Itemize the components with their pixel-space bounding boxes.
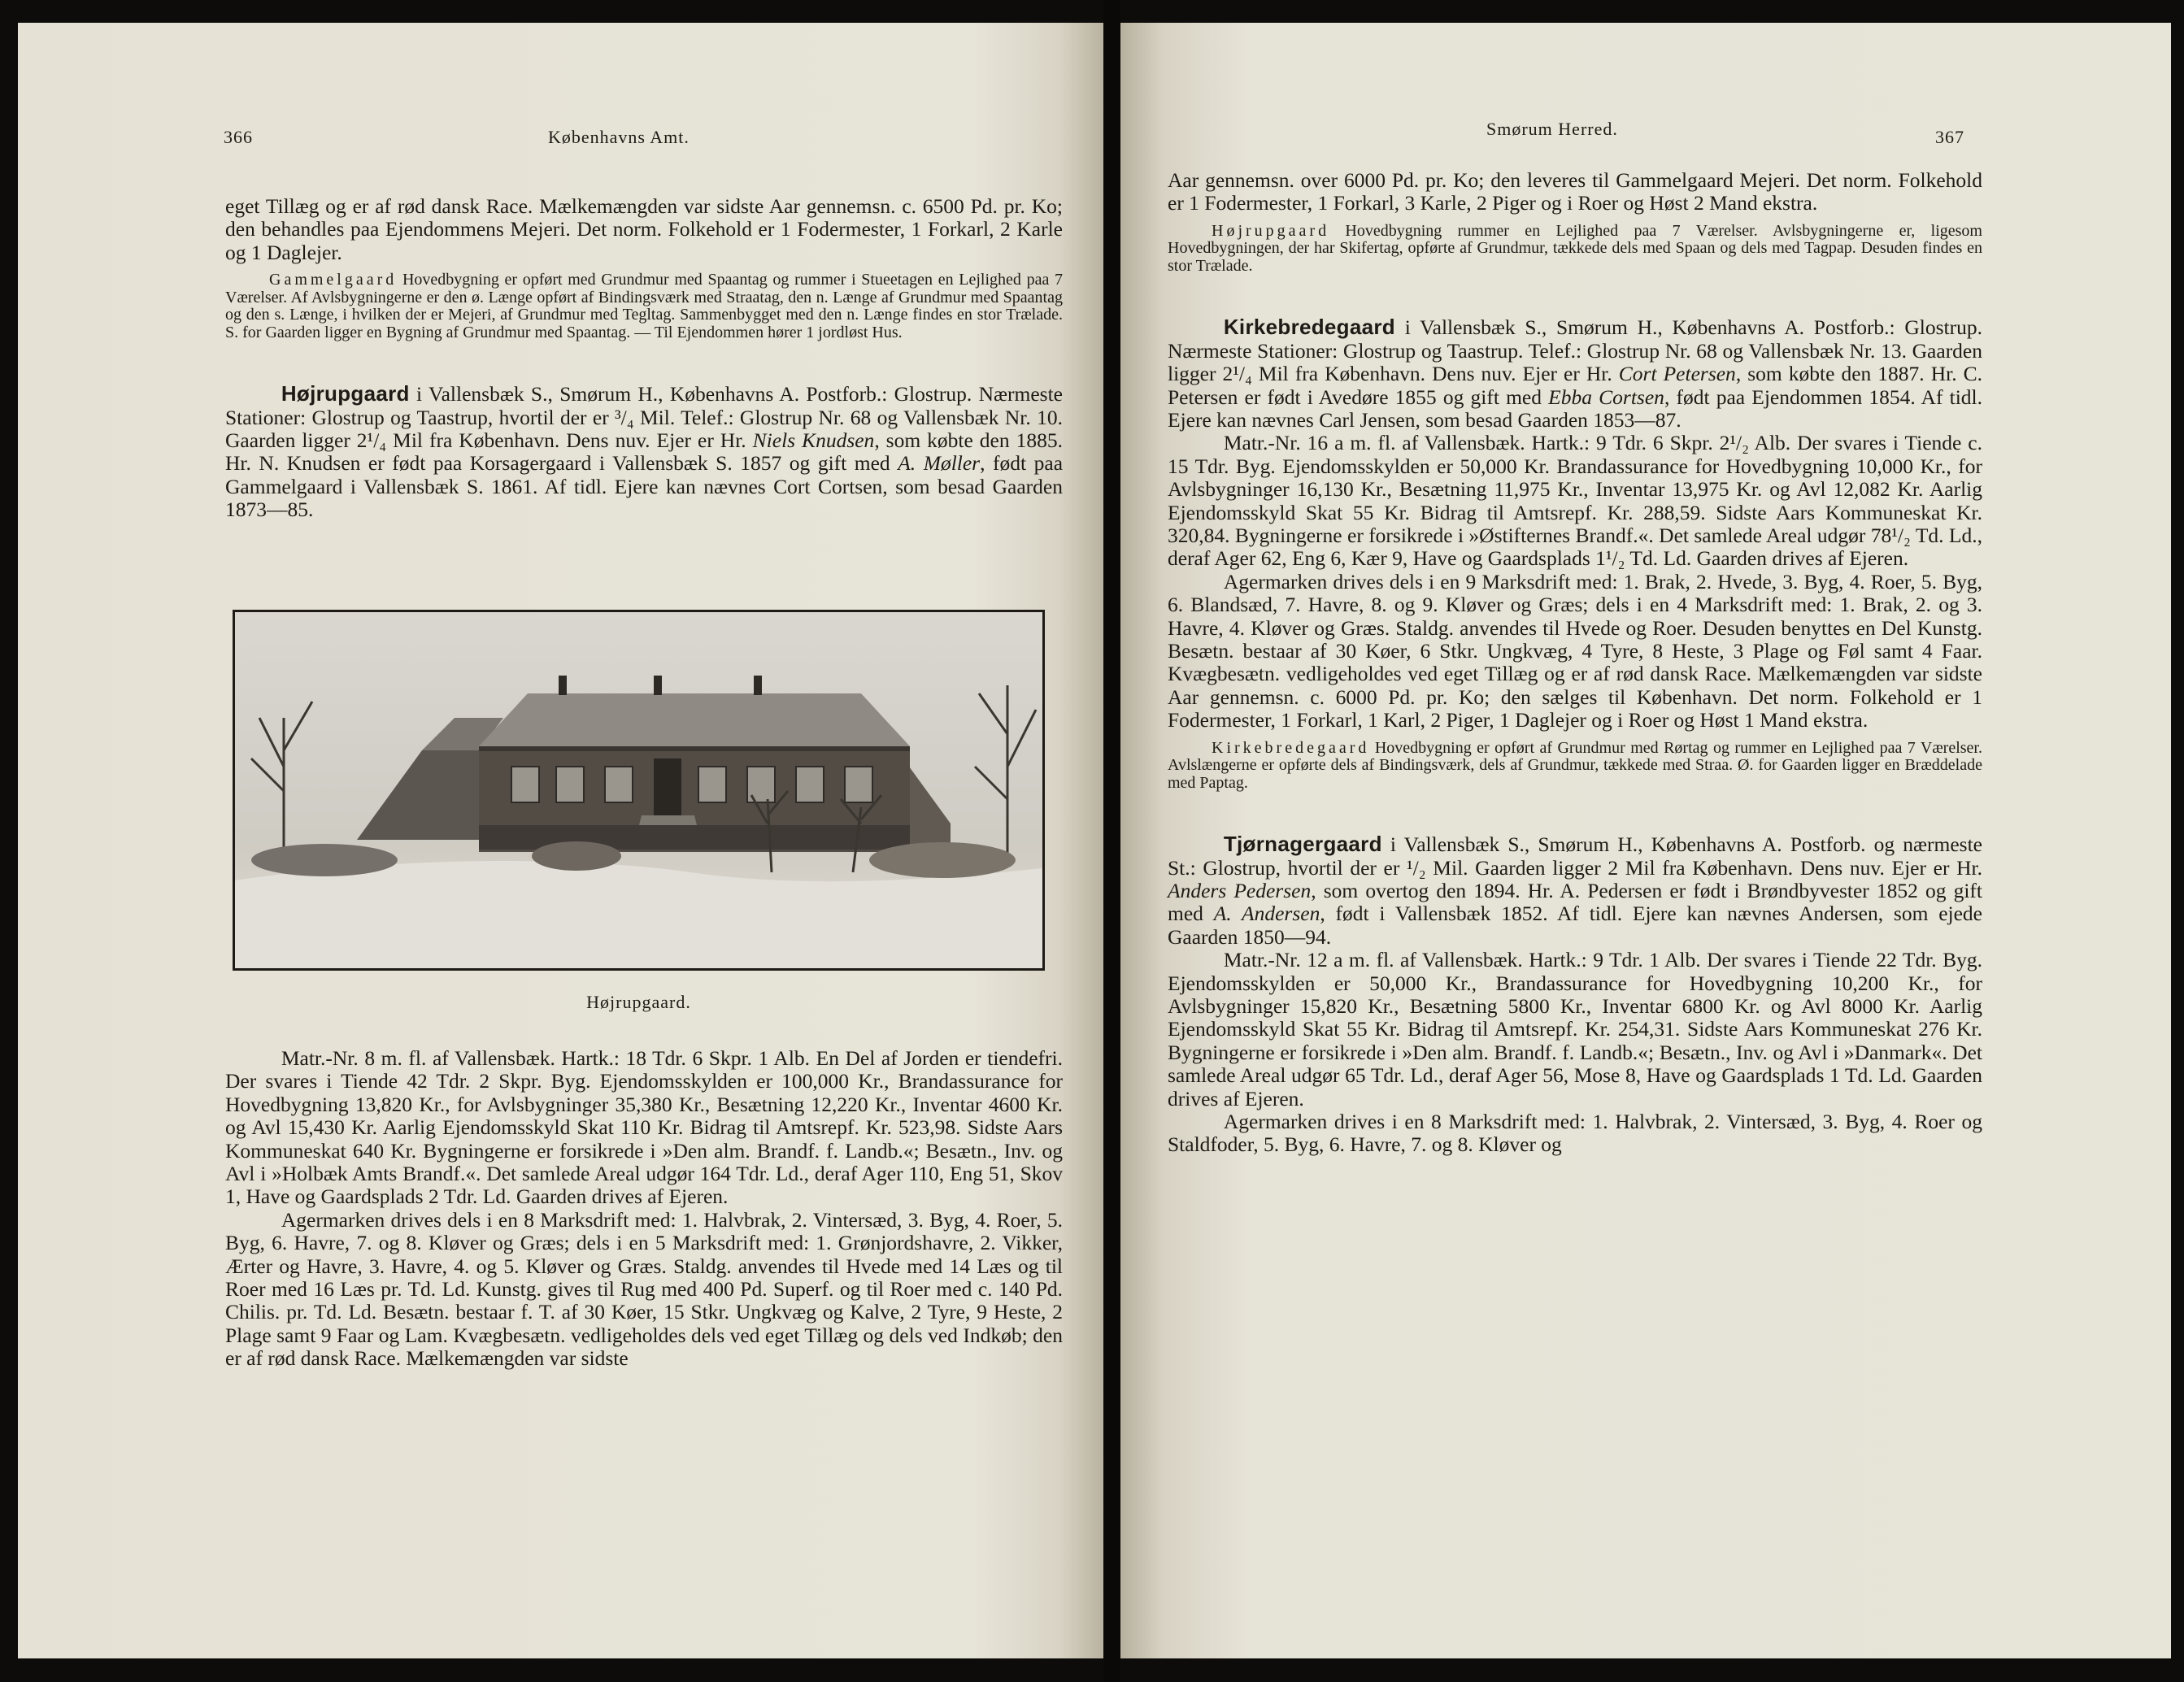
entry-text: , som overtog den 1894. Hr. A. Pedersen er født i Brøndbyvester 1852 og gift med bbox=[1168, 878, 1982, 926]
paragraph: Agermarken drives i en 8 Marksdrift med: 1. Halvbrak, 2. Vintersæd, 3. Byg, 4. Roer og Staldfoder, 5. Byg, 6. Havre, 7. og 8. Kløver og bbox=[1168, 1110, 1982, 1157]
farm-heading: Højrupgaard bbox=[281, 381, 410, 406]
wife-name: Ebba Cortsen bbox=[1548, 385, 1664, 409]
left-text-top bbox=[225, 195, 1063, 522]
book-gutter bbox=[1103, 0, 1120, 1682]
entry-text: , født i Vallensbæk 1852. Af tidl. Ejere kan nævnes Andersen, som ejede Gaarden 1850—94. bbox=[1168, 902, 1982, 949]
wife-name: A. Møller bbox=[898, 451, 981, 476]
owner-name: Niels Knudsen bbox=[752, 428, 875, 453]
note-text: Hovedbygning er opført af Grundmur med Rørtag og rummer en Lejlighed paa 7 Værelser. Avlslængerne er opførte dels af Bindingsværk, dels af Grundmur, tækkede med Straa. Ø. for Gaarden ligger en Bræddelade med Paptag. bbox=[1168, 738, 1982, 792]
farm-photograph bbox=[233, 610, 1045, 971]
building-note bbox=[1168, 740, 1982, 793]
page-number: 367 bbox=[1935, 127, 1964, 147]
paragraph: Matr.-Nr. 12 a m. fl. af Vallensbæk. Hartk.: 9 Tdr. 1 Alb. Der svares i Tiende 22 Tdr. Byg. Ejendomsskylden er 50,000 Kr., Brandassurance for Hovedbygning 10,200 Kr., for Avlsbygninger 15,820 Kr., Besætning 5800 Kr., Inventar 6800 Kr. og Avl 8000 Kr. Aarlig Ejendomsskyld Skat 55 Kr. Bidrag til Amtsrepf. Kr. 254,31. Sidste Aars Kommuneskat 276 Kr. Bygningerne er forsikrede i »Den alm. Brandf. f. Landb.«; Besætn., Inv. og Avl i »Danmark«. Det samlede Areal udgør 65 Tdr. Ld., deraf Ager 56, Mose 8, Have og Gaardsplads 1 Td. Ld. Gaarden drives af Ejeren. bbox=[1168, 948, 1982, 1110]
entry-text: , født paa Ejendommen 1854. Af tidl. Ejere kan nævnes Carl Jensen, som besad Gaarden 1853—87. bbox=[1168, 385, 1982, 432]
farm-name-spaced: Kirkebredegaard bbox=[1212, 738, 1370, 757]
paragraph: Agermarken drives dels i en 8 Marksdrift med: 1. Halvbrak, 2. Vintersæd, 3. Byg, 4. Roer, 5. Byg, 6. Havre, 7. og 8. Kløver og Græs; dels i en 5 Marksdrift med: 1. Grønjordshavre, 2. Vikker, Ærter og Havre, 3. Havre, 4. og 5. Kløver og Græs. Staldg. anvendes til Hvede med 14 Læs og til Roer med 16 Læs pr. Td. Ld. Kunstg. gives til Rug med 400 Pd. Superf. og til Roer med c. 140 Pd. Chilis. pr. Td. Ld. Besætn. bestaar f. T. af 30 Køer, 15 Stkr. Ungkvæg og Kalve, 2 Tyre, 9 Heste, 2 Plage samt 9 Faar og Lam. Kvægbesætn. vedligeholdes dels ved eget Tillæg og dels ved Indkøb; den er af rød dansk Race. Mælkemængden var sidste bbox=[225, 1207, 1063, 1371]
entry-text: , som købte den 1885. Hr. N. Knudsen er født paa Korsagergaard i Vallensbæk S. 1857 og gift med bbox=[225, 428, 1063, 476]
right-text bbox=[1168, 169, 1982, 1157]
farm-heading: Kirkebredegaard bbox=[1223, 315, 1395, 340]
note-text: Hovedbygning er opført med Grundmur med Spaantag og rummer i Stueetagen en Lejlighed paa 7 Værelser. Af Avlsbygningerne er den ø. Længe opført af Bindingsværk med Straatag, den n. Længe af Grundmur med Spaantag og den s. Længe, i hvilken der er Mejeri, af Grundmur med Tegltag. Sammenbygget med den n. Længe findes en stor Trælade. S. for Gaarden ligger en Bygning af Grundmur med Spaantag. — Til Ejendommen hører 1 jordløst Hus. bbox=[225, 271, 1063, 341]
farm-name-spaced: Højrupgaard bbox=[1212, 221, 1330, 240]
paragraph: Aar gennemsn. over 6000 Pd. pr. Ko; den leveres til Gammelgaard Mejeri. Det norm. Folkehold er 1 Fodermester, 1 Forkarl, 3 Karle, 2 Piger og i Roer og Høst 2 Mand ekstra. bbox=[1168, 168, 1982, 215]
building-note bbox=[1168, 223, 1982, 276]
paragraph: Matr.-Nr. 8 m. fl. af Vallensbæk. Hartk.: 18 Tdr. 6 Skpr. 1 Alb. En Del af Jorden er tiendefri. Der svares i Tiende 42 Tdr. 2 Skpr. Byg. Ejendomsskylden er 100,000 Kr., Brandassurance for Hovedbygning 13,820 Kr., for Avlsbygninger 35,380 Kr., Besætning 12,220 Kr., Inventar 4600 Kr. og Avl 15,430 Kr. Aarlig Ejendomsskyld Skat 110 Kr. Bidrag til Amtsrepf. Kr. 523,98. Sidste Aars Kommuneskat 640 Kr. Bygningerne er forsikrede i »Den alm. Brandf. f. Landb.«; Besætn., Inv. og Avl i »Holbæk Amts Brandf.«. Det samlede Areal udgør 164 Tdr. Ld., deraf Ager 110, Eng 51, Skov 1, Have og Gaardsplads 2 Tdr. Ld. Gaarden drives af Ejeren. bbox=[225, 1046, 1063, 1209]
photo-caption: Højrupgaard. bbox=[586, 992, 691, 1012]
owner-name: Anders Pedersen bbox=[1168, 878, 1312, 902]
left-text-bottom bbox=[225, 1047, 1063, 1371]
entry-text: i Vallensbæk S., Smørum H., Københavns A. Postforb.: Glostrup. Nærmeste Stationer: Glostrup og Taastrup. Telef.: Glostrup Nr. 68 og Vallensbæk Nr. 13. Gaarden ligger 2¹/₄ Mil fra København. Dens nuv. Ejer er Hr. bbox=[1168, 315, 1982, 386]
farm-entry-tjornagergaard bbox=[1168, 832, 1982, 949]
right-page bbox=[1120, 23, 2171, 1658]
running-head: Københavns Amt. bbox=[548, 127, 690, 147]
farmhouse-photo-image bbox=[235, 612, 1042, 968]
running-head: Smørum Herred. bbox=[1486, 119, 1618, 139]
farm-entry-hojrupgaard bbox=[225, 382, 1063, 521]
paragraph: eget Tillæg og er af rød dansk Race. Mælkemængden var sidste Aar gennemsn. c. 6500 Pd. pr. Ko; den behandles paa Ejendommens Mejeri. Det norm. Folkehold er 1 Fodermester, 1 Forkarl, 2 Karle og 1 Daglejer. bbox=[225, 194, 1063, 264]
paragraph: Agermarken drives dels i en 9 Marksdrift med: 1. Brak, 2. Hvede, 3. Byg, 4. Roer, 5. Byg, 6. Blandsæd, 7. Havre, 8. og 9. Kløver og Græs; dels i en 4 Marksdrift med: 1. Brak, 2. og 3. Havre, 4. Kløver og Græs. Staldg. anvendes til Hvede og Roer. Desuden benyttes en Del Kunstg. Besætn. bestaar af 30 Køer, 6 Stkr. Ungkvæg, 4 Tyre, 8 Heste, 3 Plage og Føl samt 4 Faar. Kvægbesætn. vedligeholdes ved eget Tillæg og er af rød dansk Race. Mælkemængden var sidste Aar gennemsn. c. 6000 Pd. pr. Ko; den sælges til København. Det norm. Folkehold er 1 Fodermester, 1 Forkarl, 1 Karl, 2 Piger, 1 Daglejer og i Roer og Høst 1 Mand ekstra. bbox=[1168, 569, 1982, 732]
building-note bbox=[225, 272, 1063, 341]
paragraph: Matr.-Nr. 16 a m. fl. af Vallensbæk. Hartk.: 9 Tdr. 6 Skpr. 2¹/₂ Alb. Der svares i Tiende c. 15 Tdr. Byg. Ejendomsskylden er 50,000 Kr. Brandassurance for Hovedbygning 10,000 Kr., for Avlsbygninger 16,130 Kr., Besætning 11,975 Kr., Inventar 13,975 Kr. og Avl 12,082 Kr. Aarlig Ejendomsskyld Skat 55 Kr. Bidrag til Amtsrepf. Kr. 288,59. Sidste Aars Kommuneskat Kr. 320,84. Bygningerne er forsikrede i »Østifternes Brandf.«. Det samlede Areal udgør 78¹/₂ Td. Ld., deraf Ager 62, Eng 6, Kær 9, Have og Gaardsplads 1¹/₂ Td. Ld. Gaarden drives af Ejeren. bbox=[1168, 431, 1982, 571]
entry-text: , som købte den 1887. Hr. C. Petersen er født i Avedøre 1855 og gift med bbox=[1168, 362, 1982, 409]
entry-text: i Vallensbæk S., Smørum H., Københavns A. Postforb. og nærmeste St.: Glostrup, hvortil der er ¹/₂ Mil. Gaarden ligger 2 Mil fra København. Dens nuv. Ejer er Hr. bbox=[1168, 832, 1982, 880]
left-page bbox=[18, 23, 1103, 1658]
entry-text: i Vallensbæk S., Smørum H., Københavns A. Postforb.: Glostrup. Nærmeste Stationer: Glostrup og Taastrup, hvortil der er ³/₄ Mil. Telef.: Glostrup Nr. 68 og Vallensbæk Nr. 10. Gaarden ligger 2¹/₄ Mil fra København. Dens nuv. Ejer er Hr. bbox=[225, 382, 1063, 453]
owner-name: Cort Petersen bbox=[1618, 362, 1736, 386]
entry-text: , født paa Gammelgaard i Vallensbæk S. 1861. Af tidl. Ejere kan nævnes Cort Cortsen, som besad Gaarden 1873—85. bbox=[225, 451, 1064, 522]
wife-name: A. Andersen bbox=[1213, 902, 1320, 926]
farm-entry-kirkebredegaard bbox=[1168, 315, 1982, 432]
farm-name-spaced: Gammelgaard bbox=[269, 271, 398, 289]
page-number: 366 bbox=[224, 127, 253, 147]
note-text: Hovedbygning rummer en Lejlighed paa 7 Værelser. Avlsbygningerne er, ligesom Hovedbygningen, der har Skifertag, opførte af Grundmur, tækkede dels med Spaan og dels med Tagpap. Desuden findes en stor Trælade. bbox=[1168, 221, 1982, 275]
farm-heading: Tjørnagergaard bbox=[1223, 832, 1382, 857]
